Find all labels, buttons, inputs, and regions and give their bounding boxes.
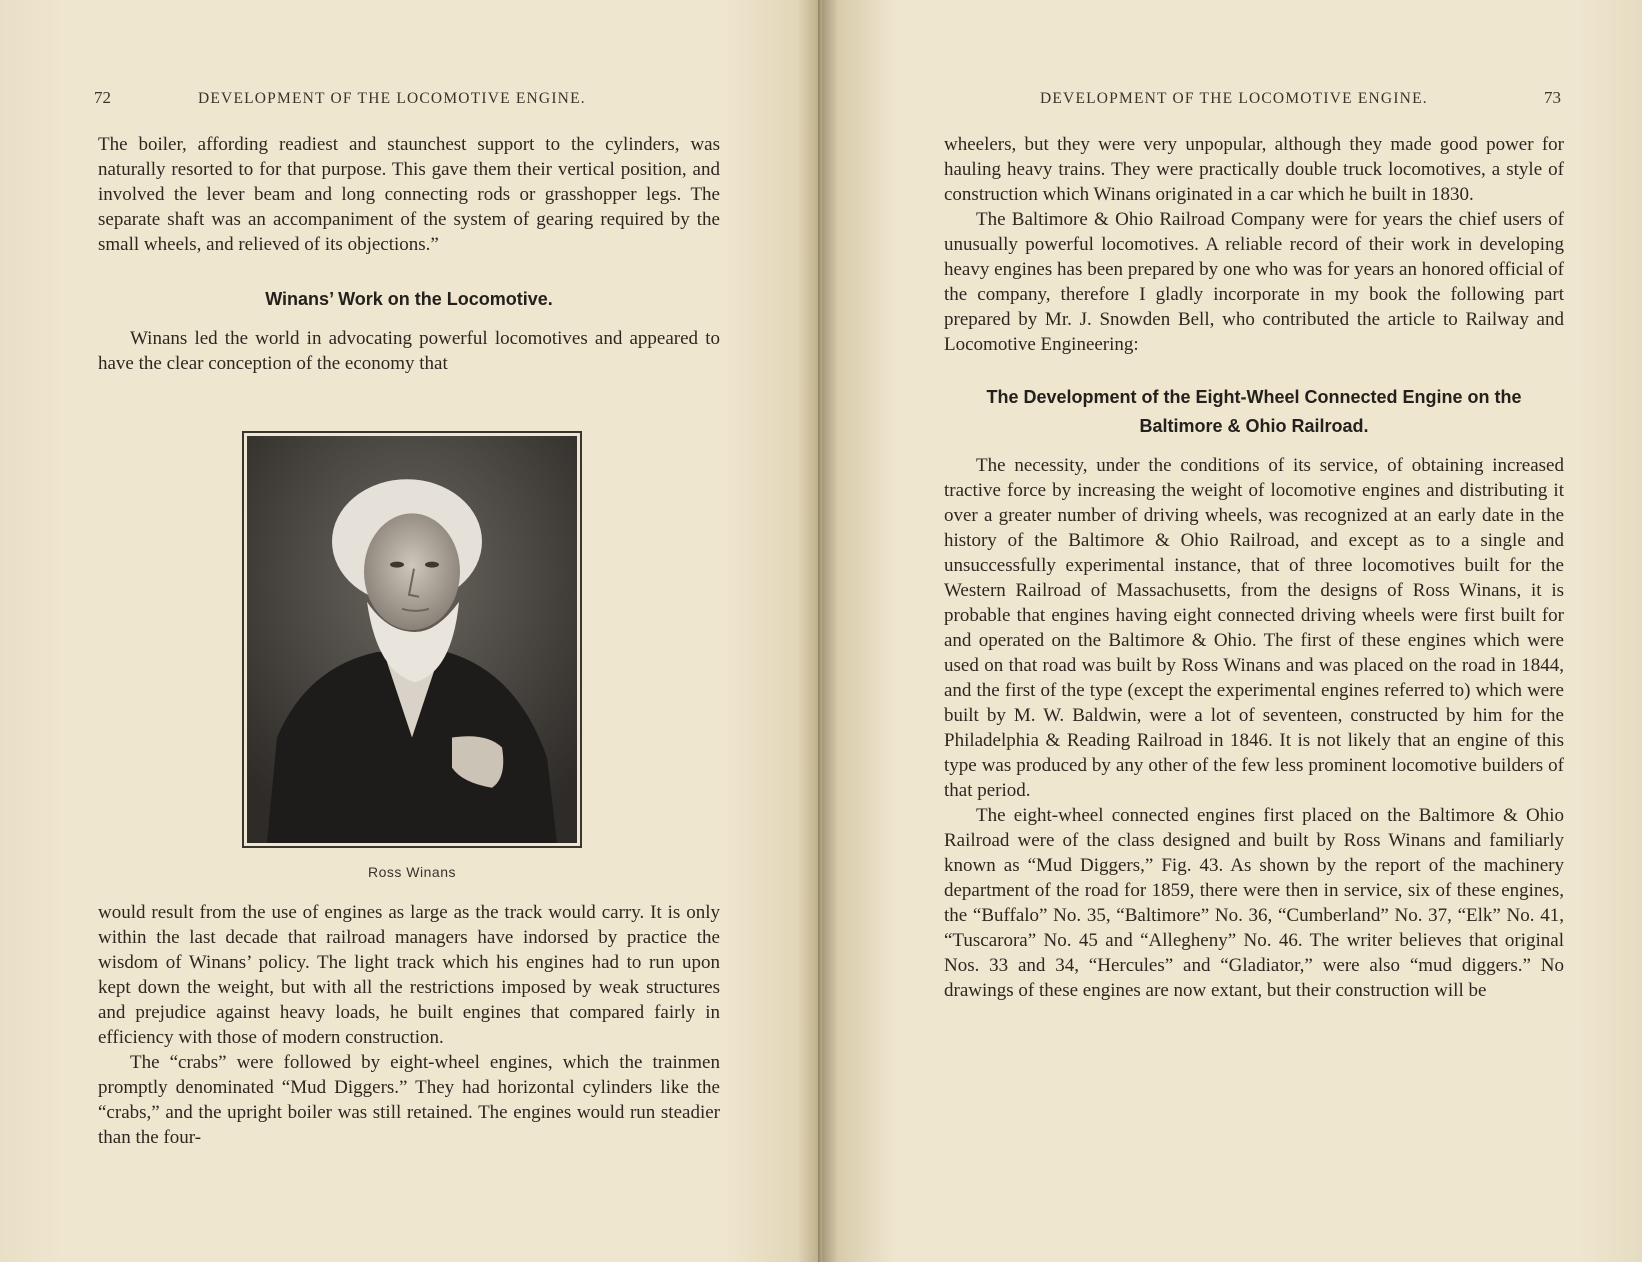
paragraph: Winans led the world in advocating powerful locomotives and appeared to have the clear conception of the economy that (98, 328, 720, 374)
right-text (944, 132, 1564, 1003)
paragraph: The boiler, affording readiest and staunchest support to the cylinders, was naturally resorted to for that purpose. This gave them their vertical position, and involved the lever beam and long connecting rods or grasshopper legs. The separate shaft was an accompaniment of the system of gearing required by the small wheels, and relieved of its objections.” (98, 134, 720, 255)
paragraph: The necessity, under the conditions of its service, of obtaining increased tractive force by increasing the weight of locomotive engines and distributing it over a greater number of driving wheels, was recognized at an early date in the history of the Baltimore & Ohio Railroad, and except as to a single and unsuccessfully experimental instance, that of three locomotives built for the Western Railroad of Massachusetts, from the designs of Ross Winans, it is probable that engines having eight connected driving wheels were first built for and operated on the Baltimore & Ohio. The first of these engines which were used on that road was built by Ross Winans and was placed on the road in 1844, and the first of the type (except the experimental engines referred to) which were built by M. W. Baldwin, were a lot of seventeen, constructed by him for the Philadelphia & Reading Railroad in 1846. It is not likely that an engine of this type was produced by any other of the few less prominent locomotive builders of that period. (944, 455, 1564, 801)
section-heading: Winans’ Work on the Locomotive. (265, 289, 553, 309)
running-head: DEVELOPMENT OF THE LOCOMOTIVE ENGINE. (1040, 90, 1428, 107)
left-text-top (98, 132, 720, 376)
paragraph: The Baltimore & Ohio Railroad Company were for years the chief users of unusually powerful locomotives. A reliable record of their work in developing heavy engines has been prepared by one who was for years an honored official of the company, therefore I gladly incorporate in my book the following part prepared by Mr. J. Snowden Bell, who contributed the article to Railway and Locomotive Engineering: (944, 209, 1564, 355)
left-text-bottom (98, 900, 720, 1150)
paragraph: wheelers, but they were very unpopular, although they made good power for hauling heavy trains. They were practically double truck locomotives, a style of construction which Winans originated in a car which he built in 1830. (944, 134, 1564, 205)
photo-caption: Ross Winans (368, 864, 456, 880)
right-page (822, 0, 1642, 1262)
paragraph: would result from the use of engines as large as the track would carry. It is only within the last decade that railroad managers have indorsed by practice the wisdom of Winans’ policy. The light track which his engines had to run upon kept down the weight, but with all the restrictions imposed by weak structures and prejudice against heavy loads, he built engines that compared fairly in efficiency with those of modern construction. (98, 902, 720, 1048)
page-number: 73 (1544, 88, 1561, 107)
paragraph: The eight-wheel connected engines first placed on the Baltimore & Ohio Railroad were of the class designed and built by Ross Winans and familiarly known as “Mud Diggers,” Fig. 43. As shown by the report of the machinery department of the road for 1859, there were then in service, six of these engines, the “Buffalo” No. 35, “Baltimore” No. 36, “Cumberland” No. 37, “Elk” No. 41, “Tuscarora” No. 45 and “Allegheny” No. 46. The writer believes that original Nos. 33 and 34, “Hercules” and “Gladiator,” were also “mud diggers.” No drawings of these engines are now extant, but their construction will be (944, 805, 1564, 1001)
running-head: DEVELOPMENT OF THE LOCOMOTIVE ENGINE. (198, 90, 586, 107)
paragraph: The “crabs” were followed by eight-wheel engines, which the trainmen promptly denominated “Mud Diggers.” They had horizontal cylinders like the “crabs,” and the upright boiler was still retained. The engines would run steadier than the four- (98, 1052, 720, 1148)
section-heading-line: Baltimore & Ohio Railroad. (1139, 416, 1369, 436)
portrait-photo (242, 431, 582, 848)
page-number: 72 (94, 88, 111, 107)
section-heading (944, 383, 1564, 441)
section-heading-line: The Development of the Eight-Wheel Connected Engine on the (986, 387, 1522, 407)
portrait-image (247, 436, 577, 843)
